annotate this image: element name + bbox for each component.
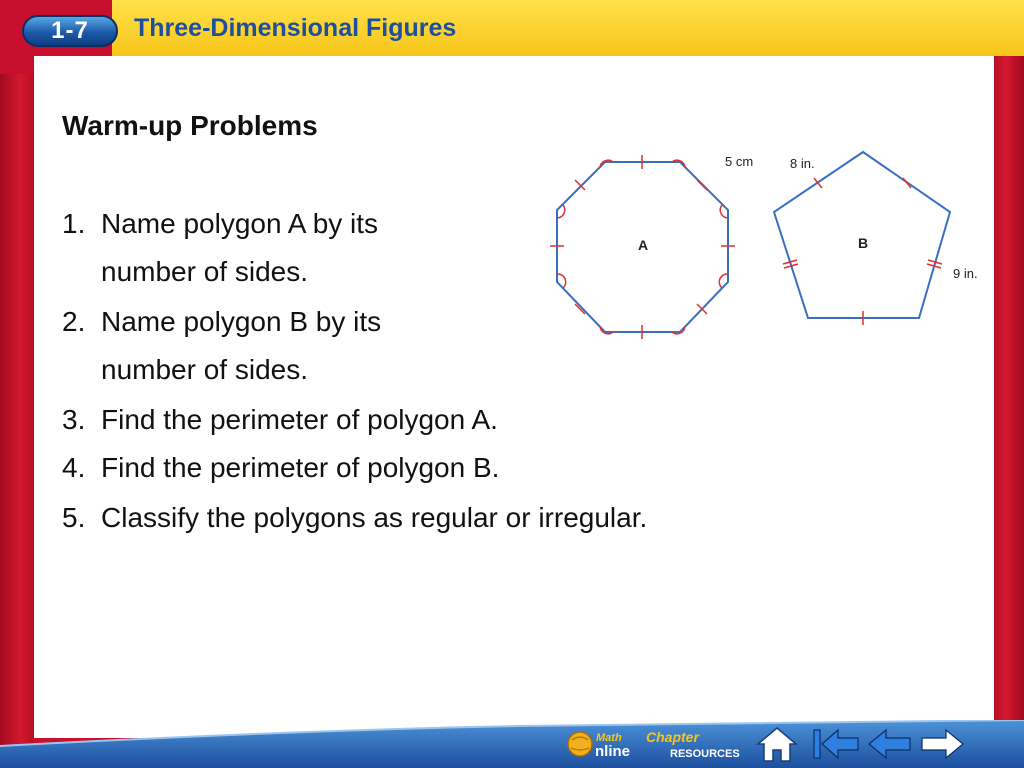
left-frame [0, 0, 34, 768]
math-online-bottom-label: nline [595, 743, 631, 760]
previous-slide-button[interactable] [866, 724, 914, 764]
globe-icon [566, 724, 636, 764]
lesson-number: 1-7 [51, 17, 89, 44]
problem-number: 1. [62, 208, 86, 239]
math-online-top-label: Math [596, 732, 622, 744]
page-title: Three-Dimensional Figures [134, 14, 457, 42]
polygon-b-label: B [857, 235, 869, 251]
lesson-badge [22, 15, 118, 47]
problem-number: 3. [62, 404, 86, 435]
problem-5-text: Classify the polygons as regular or irregular. [101, 502, 648, 533]
home-button[interactable] [754, 724, 800, 764]
chapter-resources-button[interactable] [644, 724, 744, 764]
problem-number: 4. [62, 452, 86, 483]
problem-2-line-1: Name polygon B by its [101, 306, 382, 337]
polygon-b-side-label-2: 9 in. [953, 266, 978, 281]
home-icon [754, 724, 800, 764]
arrow-right-icon [918, 724, 966, 764]
problem-number: 5. [62, 502, 86, 533]
first-slide-button[interactable] [810, 724, 862, 764]
problem-3-text: Find the perimeter of polygon A. [101, 404, 498, 435]
math-online-button[interactable] [566, 724, 636, 764]
problem-3 [62, 404, 85, 436]
section-heading: Warm-up Problems [62, 110, 318, 141]
chapter-label: Chapter [646, 729, 699, 745]
polygon-a-label: A [637, 237, 649, 253]
arrow-left-icon [866, 724, 914, 764]
resources-label: RESOURCES [670, 748, 740, 760]
problem-4-text: Find the perimeter of polygon B. [101, 452, 500, 483]
polygon-b-side-label-1: 8 in. [790, 156, 815, 171]
problem-number: 2. [62, 306, 86, 337]
polygon-b-side-ticks [783, 178, 942, 325]
problem-1-line-1: Name polygon A by its [101, 208, 379, 239]
problem-4 [62, 452, 85, 484]
problem-2 [62, 306, 85, 338]
problem-1-line-2: number of sides. [101, 256, 308, 287]
problem-1 [62, 208, 85, 240]
next-slide-button[interactable] [918, 724, 966, 764]
problem-5 [62, 502, 85, 534]
skip-back-icon [810, 724, 862, 764]
right-frame [994, 0, 1024, 768]
problem-2-line-2: number of sides. [101, 354, 308, 385]
polygons-figure [540, 140, 1000, 350]
polygon-a-side-label: 5 cm [725, 154, 754, 169]
